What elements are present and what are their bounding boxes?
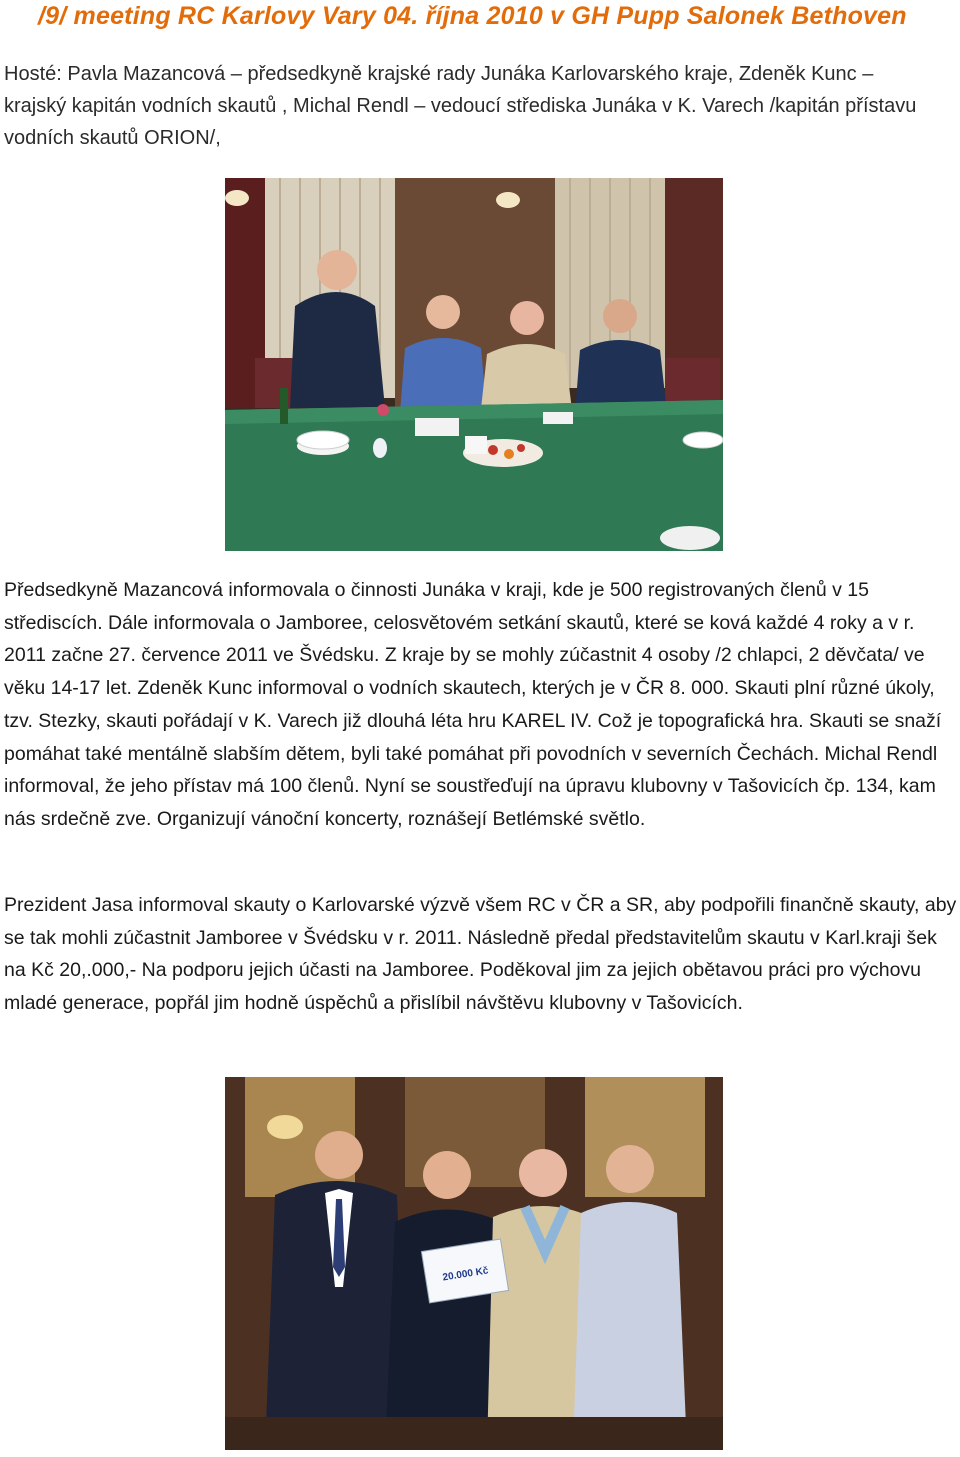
- cheque-amount: 20.000 Kč: [441, 1265, 490, 1284]
- paragraph-2: Prezident Jasa informoval skauty o Karlovarské výzvě všem RC v ČR a SR, aby podpořili finančně skauty, aby se tak mohli zúčastnit Jamboree v Švédsku v r. 2011. Následně předal představitelům skautu v Karl.kraji šek na Kč 20,.000,- Na podporu jejich účasti na Jamboree. Poděkoval jim za jejich obětavou práci pro výchovu mladé generace, popřál jim hodně úspěchů a přislíbil návštěvu klubovny v Tašovicích.: [4, 894, 957, 1015]
- meeting-photo: [225, 178, 723, 551]
- cheque-photo: [225, 1077, 723, 1450]
- guests-paragraph: Hosté: Pavla Mazancová – předsedkyně krajské rady Junáka Karlovarského kraje, Zdeněk Kunc – krajský kapitán vodních skautů , Michal Rendl – vedoucí střediska Junáka v K. Varech /kapitán přístavu vodních skautů ORION/,: [4, 63, 917, 149]
- cheque-photo-image: [225, 1077, 723, 1450]
- paragraph-1: Předsedkyně Mazancová informovala o činnosti Junáka v kraji, kde je 500 registrovaných členů v 15 střediscích. Dále informovala o Jamboree, celosvětovém setkání skautů, které se ková každé 4 roky a v r. 2011 začne 27. července 2011 ve Švédsku. Z kraje by se mohly zúčastnit 4 osoby /2 chlapci, 2 děvčata/ ve věku 14-17 let. Zdeněk Kunc informoval o vodních skautech, kterých je v ČR 8. 000. Skauti plní různé úkoly, tzv. Stezky, skauti pořádají v K. Varech již dlouhá léta hru KAREL IV. Což je topografická hra. Skauti se snaží pomáhat také mentálně slabším dětem, byli také pomáhat při povodních v severních Čechách. Michal Rendl informoval, že jeho přístav má 100 členů. Nyní se soustřeďují na úpravu klubovny v Tašovicích čp. 134, kam nás srdečně zve. Organizují vánoční koncerty, roznášejí Betlémské světlo.: [4, 579, 942, 830]
- page-title: /9/ meeting RC Karlovy Vary 04. října 2010 v GH Pupp Salonek Bethoven: [38, 2, 907, 30]
- meeting-photo-image: [225, 178, 723, 551]
